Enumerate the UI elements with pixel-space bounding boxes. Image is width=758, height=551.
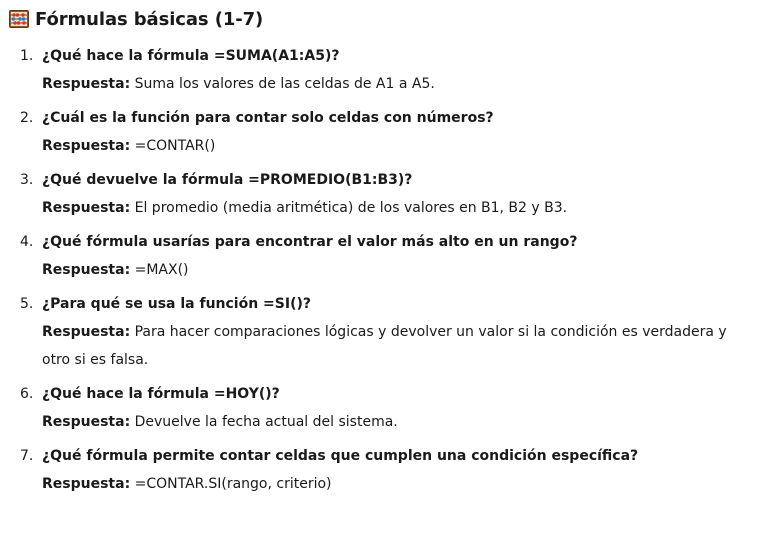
- question-number: 1.: [20, 48, 34, 64]
- answer-value: Para hacer comparaciones lógicas y devolver un valor si la condición es verdadera y otro si es falsa.: [42, 324, 727, 368]
- question-text: ¿Qué fórmula usarías para encontrar el valor más alto en un rango?: [42, 234, 578, 250]
- question-text: ¿Qué fórmula permite contar celdas que cumplen una condición específica?: [42, 448, 639, 464]
- question-list: [0, 44, 758, 506]
- answer-value: El promedio (media aritmética) de los valores en B1, B2 y B3.: [130, 200, 568, 216]
- question-number: 4.: [20, 234, 34, 250]
- answer-text: [42, 318, 748, 374]
- question-item: [0, 230, 748, 284]
- question-item: [0, 168, 748, 222]
- question-item: [0, 106, 748, 160]
- abacus-icon: [9, 10, 29, 28]
- question-item: [0, 444, 748, 498]
- question-number: 5.: [20, 296, 34, 312]
- answer-text: [42, 256, 748, 284]
- question-text: ¿Qué hace la fórmula =SUMA(A1:A5)?: [42, 48, 340, 64]
- answer-value: Devuelve la fecha actual del sistema.: [130, 414, 398, 430]
- section-header: [9, 6, 263, 32]
- question-number: 2.: [20, 110, 34, 126]
- answer-label: Respuesta:: [42, 414, 131, 430]
- answer-text: [42, 132, 748, 160]
- question-number: 6.: [20, 386, 34, 402]
- answer-value: Suma los valores de las celdas de A1 a A5.: [130, 76, 435, 92]
- answer-value: =MAX(): [130, 262, 189, 278]
- question-text: ¿Qué hace la fórmula =HOY()?: [42, 386, 280, 402]
- answer-text: [42, 408, 748, 436]
- answer-value: =CONTAR(): [130, 138, 216, 154]
- question-item: [0, 292, 748, 374]
- answer-text: [42, 194, 748, 222]
- answer-value: =CONTAR.SI(rango, criterio): [130, 476, 332, 492]
- answer-label: Respuesta:: [42, 200, 131, 216]
- answer-label: Respuesta:: [42, 324, 131, 340]
- question-item: [0, 382, 748, 436]
- question-text: ¿Para qué se usa la función =SI()?: [42, 296, 312, 312]
- answer-text: [42, 470, 748, 498]
- question-item: [0, 44, 748, 98]
- page-title: Fórmulas básicas (1-7): [35, 8, 264, 30]
- answer-label: Respuesta:: [42, 76, 131, 92]
- answer-text: [42, 70, 748, 98]
- answer-label: Respuesta:: [42, 476, 131, 492]
- question-number: 7.: [20, 448, 34, 464]
- answer-label: Respuesta:: [42, 138, 131, 154]
- question-text: ¿Cuál es la función para contar solo celdas con números?: [42, 110, 494, 126]
- question-number: 3.: [20, 172, 34, 188]
- answer-label: Respuesta:: [42, 262, 131, 278]
- question-text: ¿Qué devuelve la fórmula =PROMEDIO(B1:B3)?: [42, 172, 413, 188]
